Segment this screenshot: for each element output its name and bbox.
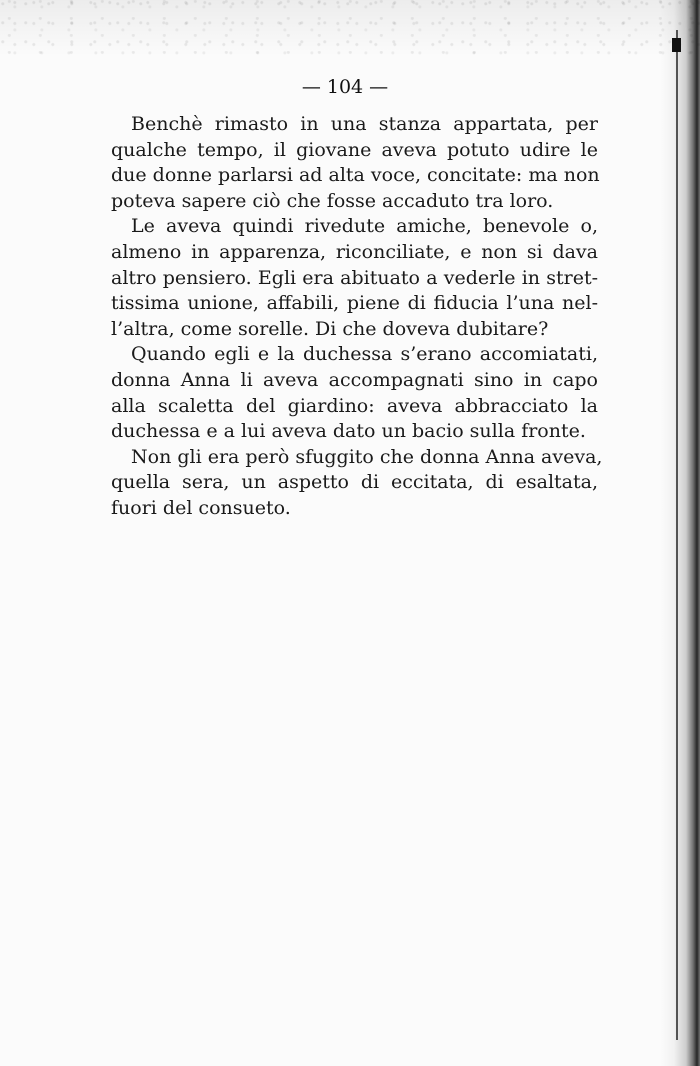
text-line: alla scaletta del giardino: aveva abbracciato la: [111, 394, 598, 417]
text-line: poteva sapere ciò che fosse accaduto tra loro.: [111, 189, 554, 212]
text-line: Quando egli e la duchessa s’erano accomiatati,: [131, 343, 598, 366]
binding-mark: [672, 38, 681, 52]
text-line: quella sera, un aspetto di eccitata, di esaltata,: [111, 471, 598, 494]
body-text: [111, 112, 603, 522]
text-line: almeno in apparenza, riconciliate, e non si dava: [111, 240, 598, 263]
scan-noise: [0, 0, 700, 56]
text-line: altro pensiero. Egli era abituato a vederle in stret-: [111, 266, 598, 289]
text-line: fuori del consueto.: [111, 496, 291, 519]
text-line: duchessa e a lui aveva dato un bacio sulla fronte.: [111, 420, 586, 443]
page-number: — 104 —: [301, 76, 389, 98]
text-line: qualche tempo, il giovane aveva potuto udire le: [111, 138, 598, 161]
text-line: l’altra, come sorelle. Di che doveva dubitare?: [111, 317, 549, 340]
text-line: donna Anna li aveva accompagnati sino in capo: [111, 368, 598, 391]
text-line: Non gli era però sfuggito che donna Anna aveva,: [131, 445, 603, 468]
text-line: due donne parlarsi ad alta voce, concitate: ma non: [111, 164, 600, 187]
text-line: tissima unione, affabili, piene di fiducia l’una nel-: [111, 292, 598, 315]
text-line: Le aveva quindi rivedute amiche, benevole o,: [131, 215, 598, 238]
binding-edge-line: [676, 30, 678, 1040]
binding-shadow: [660, 0, 700, 1066]
text-line: Benchè rimasto in una stanza appartata, per: [131, 113, 598, 135]
